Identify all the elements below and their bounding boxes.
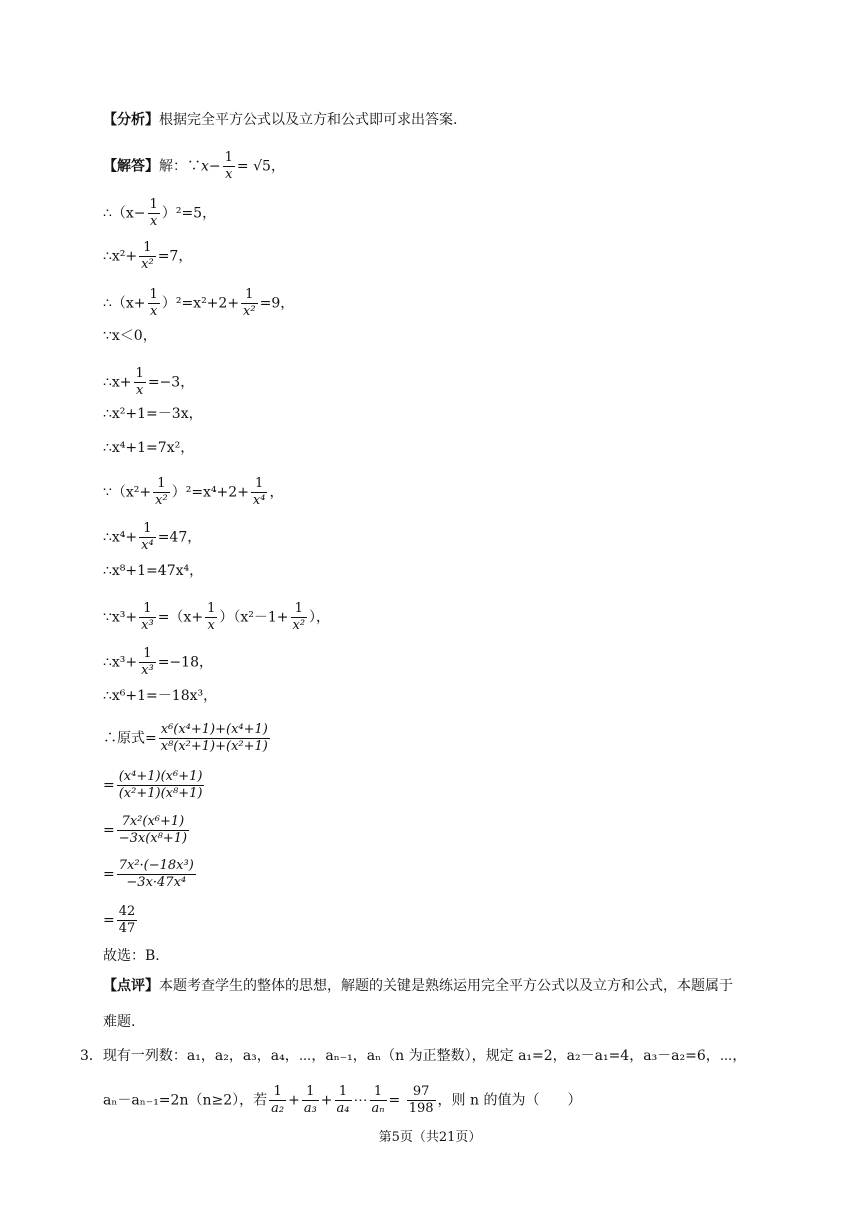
page-footer: 第5页（共21页） bbox=[378, 1130, 482, 1145]
step-12: ∴x³+ $\frac{1}{\text{x³}}$ =−18， bbox=[103, 646, 213, 678]
comment-tag: 【点评】 bbox=[103, 978, 159, 994]
step-4: ∵x＜0， bbox=[103, 328, 157, 344]
step-7: ∴x⁴+1=7x²， bbox=[103, 440, 195, 456]
step-1: ∴（x− $\frac{1}{x}$ ）²=5， bbox=[103, 197, 217, 229]
fraction: $\frac{1}{x}$ bbox=[224, 150, 233, 182]
step-11: ∵x³+ $\frac{1}{\text{x³}}$ =（x+ $\frac{1}{x}$ ）（x²－1+ $\frac{1}{\text{x²}}$ ）， bbox=[103, 601, 331, 633]
question-3-line-1: 3．现有一列数：a₁，a₂，a₃，a₄，⋯，aₙ₋₁，aₙ（n 为正整数），规定 a₁=2，a₂－a₁=4，a₃－a₂=6，⋯， bbox=[80, 1048, 747, 1064]
choice-line: 故选：B. bbox=[103, 948, 160, 964]
solution-line: 【解答】解：∵x− $\frac{1}{x}$ = √5， bbox=[103, 150, 285, 182]
comment-text: 本题考查学生的整体的思想，解题的关键是熟练运用完全平方公式以及立方和公式，本题属于 bbox=[159, 978, 733, 994]
analysis-line bbox=[103, 110, 457, 130]
solution-start: 解：∵ bbox=[159, 158, 201, 175]
step-9: ∴x⁴+ $\frac{1}{\text{x⁴}}$ =47， bbox=[103, 521, 202, 553]
step-2: ∴x²+ $\frac{1}{\text{x²}}$ =7， bbox=[103, 240, 193, 272]
step-18: = $\frac{42}{47}$ bbox=[103, 904, 136, 936]
question-3-line-2: aₙ－aₙ₋₁=2n（n≥2），若 $\frac{1}{\text{a₂}}$ + $\frac{1}{\text{a₃}}$ + $\frac{1}{\text{a₄}}$ ⋯ $\frac{1}{\text{aₙ}}$ = $\frac{97}{198}$ ，则 n 的值为（ ） bbox=[103, 1084, 582, 1116]
step-13: ∴x⁶+1=－18x³， bbox=[103, 688, 218, 704]
sqrt5: √5 bbox=[253, 158, 271, 175]
step-10: ∴x⁸+1=47x⁴， bbox=[103, 563, 204, 579]
step-3: ∴（x+ $\frac{1}{x}$ ）²=x²+2+ $\frac{1}{\text{x²}}$ =9， bbox=[103, 287, 295, 319]
solution-tag: 【解答】 bbox=[103, 158, 159, 175]
comment-line-2: 难题. bbox=[103, 1014, 136, 1030]
comment-line bbox=[103, 976, 733, 996]
step-6: ∴x²+1=－3x， bbox=[103, 406, 203, 422]
step-14: ∴原式= $\frac{\text{x⁶(x⁴+1)+(x⁴+1)}}{\text{x⁸(x²+1)+(x²+1)}}$ bbox=[103, 722, 268, 754]
step-8: ∵（x²+ $\frac{1}{\text{x²}}$ ）²=x⁴+2+ $\frac{1}{\text{x⁴}}$ ， bbox=[103, 476, 284, 508]
analysis-tag: 【分析】 bbox=[103, 112, 159, 128]
step-15: = $\frac{\text{(x⁴+1)(x⁶+1)}}{\text{(x²+1)(x⁸+1)}}$ bbox=[103, 769, 203, 801]
step-5: ∴x+ $\frac{1}{x}$ =−3， bbox=[103, 366, 195, 398]
step-17: = $\frac{\text{7x²·(−18x³)}}{\text{−3x·47x⁴}}$ bbox=[103, 858, 194, 890]
analysis-text: 根据完全平方公式以及立方和公式即可求出答案. bbox=[159, 112, 458, 128]
step-16: = $\frac{\text{7x²(x⁶+1)}}{\text{−3x(x⁸+1)}}$ bbox=[103, 814, 188, 846]
